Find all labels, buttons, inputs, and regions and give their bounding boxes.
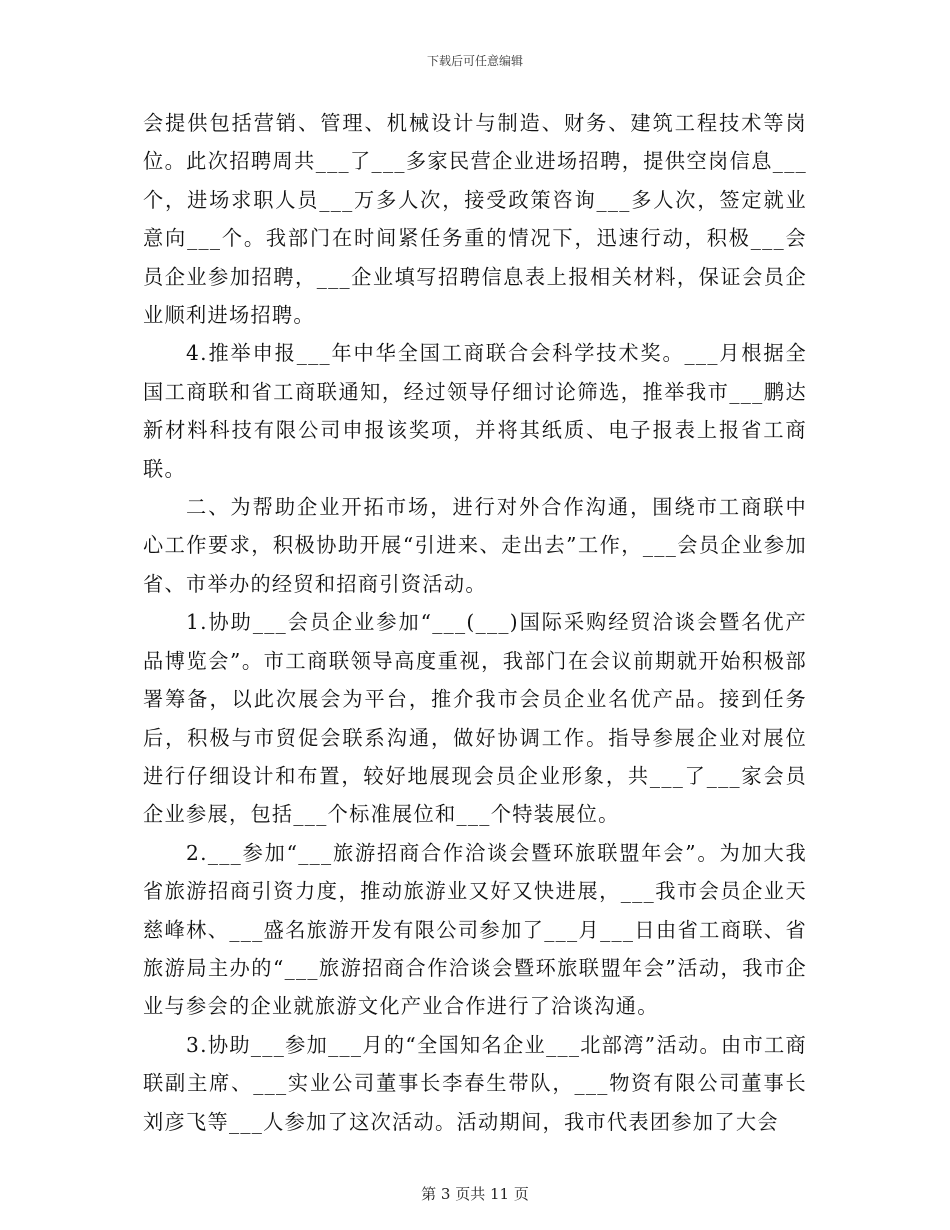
page-footer: 第 3 页共 11 页 bbox=[421, 1185, 529, 1203]
paragraph-item-1-expo: 1.协助___会员企业参加“___(___)国际采购经贸洽谈会暨名优产品博览会”。市工商联领导高度重视，我部门在会议前期就开始积极部署筹备，以此次展会为平台，推介我市会员企业名优产品。接到任务后，积极与市贸促会联系沟通，做好协调工作。指导参展企业对展位进行仔细设计和布置，较好地展现会员企业形象，共___了___家会员企业参展，包括___个标准展位和___个特装展位。 bbox=[143, 610, 807, 827]
paragraph-recruitment-continued: 会提供包括营销、管理、机械设计与制造、财务、建筑工程技术等岗位。此次招聘周共___了___多家民营企业进场招聘，提供空岗信息___个，进场求职人员___万多人次，接受政策咨询___多人次，签定就业意向___个。我部门在时间紧任务重的情况下，迅速行动，积极___会员企业参加招聘，___企业填写招聘信息表上报相关材料，保证会员企业顺利进场招聘。 bbox=[143, 111, 807, 328]
page-header: 下载后可任意编辑 bbox=[426, 54, 523, 68]
paragraph-item-4-award: 4.推举申报___年中华全国工商联合会科学技术奖。___月根据全国工商联和省工商联通知，经过领导仔细讨论筛选，推举我市___鹏达新材料科技有限公司申报该奖项，并将其纸质、电子报表上报省工商联。 bbox=[143, 341, 807, 481]
paragraph-item-2-tourism: 2.___参加“___旅游招商合作洽谈会暨环旅联盟年会”。为加大我省旅游招商引资力度，推动旅游业又好又快进展，___我市会员企业天慈峰林、___盛名旅游开发有限公司参加了___月___日由省工商联、省旅游局主办的“___旅游招商合作洽谈会暨环旅联盟年会”活动，我市企业与参会的企业就旅游文化产业合作进行了洽谈沟通。 bbox=[143, 840, 807, 1019]
document-body bbox=[143, 104, 807, 1141]
paragraph-item-3-beibu-gulf: 3.协助___参加___月的“全国知名企业___北部湾”活动。由市工商联副主席、___实业公司董事长李春生带队，___物资有限公司董事长刘彦飞等___人参加了这次活动。活动期间，我市代表团参加了大会 bbox=[143, 1032, 807, 1134]
paragraph-section-2-heading: 二、为帮助企业开拓市场，进行对外合作沟通，围绕市工商联中心工作要求，积极协助开展“引进来、走出去”工作，___会员企业参加省、市举办的经贸和招商引资活动。 bbox=[143, 495, 807, 596]
